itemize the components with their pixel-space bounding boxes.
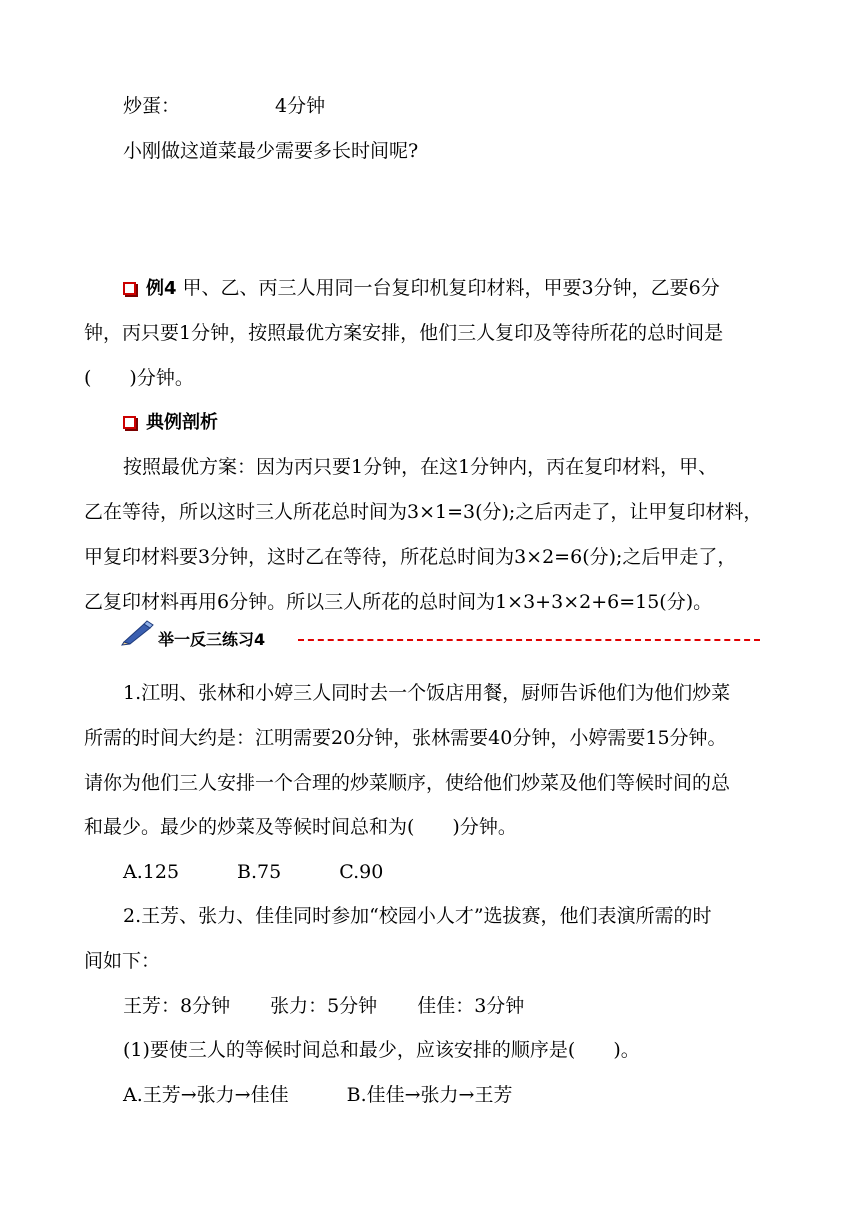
option-b: B.佳佳→张力→王芳: [346, 1084, 513, 1106]
practice-2-line-2: 间如下：: [84, 950, 161, 972]
practice-1-line-2: 所需的时间大约是：江明需要20分钟，张林需要40分钟，小婷需要15分钟。: [84, 727, 727, 749]
egg-line: [123, 94, 325, 118]
time-jiajia: 佳佳：3分钟: [417, 995, 525, 1017]
practice-title: 举一反三练习4: [158, 630, 266, 649]
analysis-line-2: 乙在等待，所以这时三人所花总时间为3×1=3(分);之后丙走了，让甲复印材料，: [84, 501, 763, 523]
time-wangfang: 王芳：8分钟: [123, 995, 231, 1017]
practice-2-line-1: 2.王芳、张力、佳佳同时参加“校园小人才”选拔赛，他们表演所需的时: [123, 905, 712, 927]
option-a: A.王芳→张力→佳佳: [123, 1084, 289, 1106]
option-c: C.90: [339, 861, 384, 883]
practice-2-question-1: (1)要使三人的等候时间总和最少，应该安排的顺序是( )。: [123, 1039, 640, 1061]
bullet-square-icon: [123, 282, 136, 295]
analysis-heading: [123, 410, 218, 435]
example-4-text-1: 甲、乙、丙三人用同一台复印机复印材料，甲要3分钟，乙要6分: [182, 277, 720, 299]
practice-1-line-1: 1.江明、张林和小婷三人同时去一个饭店用餐，厨师告诉他们为他们炒菜: [123, 682, 731, 704]
option-b: B.75: [237, 861, 282, 883]
time-zhangli: 张力：5分钟: [270, 995, 378, 1017]
practice-2-options: [123, 1083, 512, 1107]
analysis-line-4: 乙复印材料再用6分钟。所以三人所花的总时间为1×3+3×2+6=15(分)。: [84, 591, 713, 613]
question-line: 小刚做这道菜最少需要多长时间呢?: [123, 140, 419, 162]
example-4-line-2: 钟，丙只要1分钟，按照最优方案安排，他们三人复印及等待所花的总时间是: [84, 322, 724, 344]
pencil-icon: [120, 620, 154, 646]
option-a: A.125: [123, 861, 180, 883]
analysis-line-1: 按照最优方案：因为丙只要1分钟，在这1分钟内，丙在复印材料，甲、: [123, 456, 718, 478]
practice-1-line-3: 请你为他们三人安排一个合理的炒菜顺序，使给他们炒菜及他们等候时间的总: [84, 772, 731, 794]
analysis-line-3: 甲复印材料要3分钟，这时乙在等待，所花总时间为3×2=6(分);之后甲走了，: [84, 546, 737, 568]
egg-label: 炒蛋：: [123, 95, 181, 117]
practice-1-options: [123, 860, 383, 884]
example-4-line-3: ( )分钟。: [84, 367, 194, 389]
example-4-label: 例4: [146, 278, 177, 299]
example-4-line-1: [123, 276, 720, 301]
analysis-title: 典例剖析: [146, 412, 218, 433]
egg-time: 4分钟: [275, 95, 326, 117]
practice-1-line-4: 和最少。最少的炒菜及等候时间总和为( )分钟。: [84, 816, 517, 838]
practice-2-times: [123, 994, 524, 1018]
practice-title-line: [158, 627, 265, 652]
bullet-square-icon: [123, 416, 136, 429]
dashed-divider: [298, 639, 760, 641]
